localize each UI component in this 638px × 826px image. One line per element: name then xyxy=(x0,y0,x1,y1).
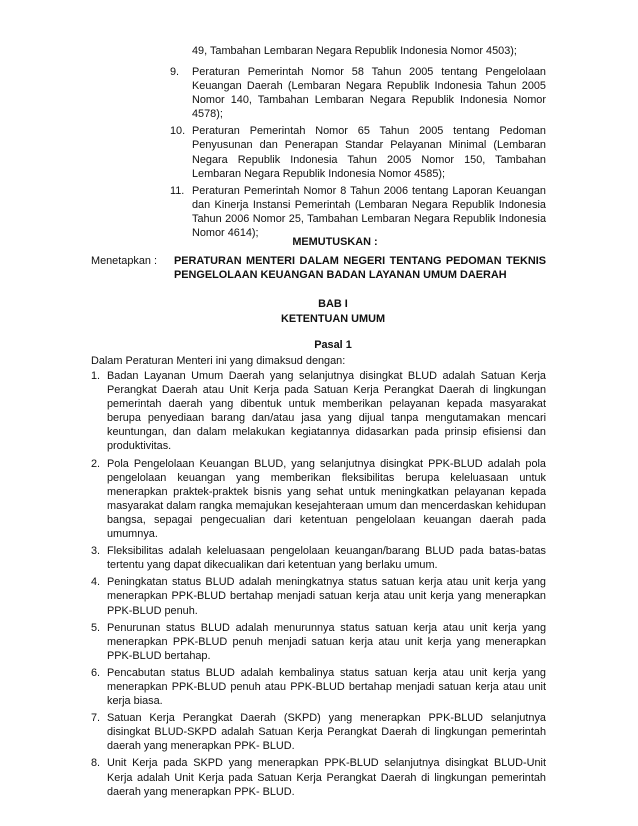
item-text: Peningkatan status BLUD adalah meningkatnya status satuan kerja atau unit kerja yang menerapkan PPK-BLUD bertahap menjadi satuan kerja atau unit kerja yang menerapkan PPK-BLUD penuh. xyxy=(107,576,546,617)
item-number: 5. xyxy=(91,621,101,634)
definition-item xyxy=(91,756,546,798)
item-text: Peraturan Pemerintah Nomor 58 Tahun 2005 tentang Pengelolaan Keuangan Daerah (Lembaran Negara Republik Indonesia Tahun 2005 Nomor 140, Tambahan Lembaran Negara Republik Indonesia Nomor 4578); xyxy=(192,66,546,121)
item-text: Unit Kerja pada SKPD yang menerapkan PPK-BLUD selanjutnya disingkat BLUD-Unit Kerja adalah Unit Kerja pada Satuan Kerja Perangkat Daerah di lingkungan pemerintah daerah yang menerapkan PPK- BLUD. xyxy=(107,757,546,798)
item-text: Badan Layanan Umum Daerah yang selanjutnya disingkat BLUD adalah Satuan Kerja Perangkat Daerah atau Unit Kerja pada Satuan Kerja Perangkat Daerah di lingkungan pemerintah daerah yang dibentuk untuk memberikan pelayanan kepada masyarakat berupa penyediaan barang dan/atau jasa yang dijual tanpa mengutamakan mencari keuntungan, dan dalam melakukan kegiatannya didasarkan pada prinsip efisiensi dan produktivitas. xyxy=(107,370,546,453)
considerans-item xyxy=(170,124,546,180)
definition-item xyxy=(91,369,546,454)
menetapkan-block xyxy=(91,254,546,282)
item-text: Penurunan status BLUD adalah menurunnya status satuan kerja atau unit kerja yang menerapkan PPK-BLUD penuh menjadi satuan kerja atau unit kerja yang menerapkan PPK-BLUD bertahap. xyxy=(107,621,546,662)
item-number: 11. xyxy=(170,184,185,197)
definition-item xyxy=(91,711,546,753)
definition-item xyxy=(91,457,546,542)
item-number: 9. xyxy=(170,66,180,78)
definition-item xyxy=(91,621,546,663)
considerans-continuation: 49, Tambahan Lembaran Negara Republik Indonesia Nomor 4503); xyxy=(192,45,517,57)
item-text: Pola Pengelolaan Keuangan BLUD, yang selanjutnya disingkat PPK-BLUD adalah pola pengelolaan keuangan yang memberikan fleksibilitas berupa keleluasaan untuk menerapkan praktek-praktek bisnis yang sehat untuk meningkatkan pelayanan kepada masyarakat dalam rangka memajukan kesejahteraan umum dan mencerdaskan kehidupan bangsa, sepagai pengecualian dari ketentuan pengelolaan keuangan daerah pada umumnya. xyxy=(107,457,546,541)
item-number: 4. xyxy=(91,576,101,589)
memutuskan-heading: MEMUTUSKAN : xyxy=(292,236,378,248)
chapter-title: KETENTUAN UMUM xyxy=(280,313,386,325)
item-text: Satuan Kerja Perangkat Daerah (SKPD) yang menerapkan PPK-BLUD selanjutnya disingkat BLUD-SKPD adalah Satuan Kerja Perangkat Daerah di lingkungan pemerintah daerah yang menerapkan PPK- BLUD. xyxy=(107,712,546,753)
menetapkan-label: Menetapkan : xyxy=(91,255,157,267)
menetapkan-text: PERATURAN MENTERI DALAM NEGERI TENTANG PEDOMAN TEKNIS PENGELOLAAN KEUANGAN BADAN LAYANAN UMUM DAERAH xyxy=(174,255,546,282)
considerans-item xyxy=(170,184,546,240)
item-text: Peraturan Pemerintah Nomor 65 Tahun 2005 tentang Pedoman Penyusunan dan Penerapan Standar Pelayanan Minimal (Lembaran Negara Republik Indonesia Tahun 2005 Nomor 150, Tambahan Lembaran Negara Republik Indonesia Nomor 4585); xyxy=(192,125,546,180)
item-number: 1. xyxy=(91,370,101,382)
item-number: 10. xyxy=(170,125,186,138)
item-number: 7. xyxy=(91,712,101,725)
article-intro: Dalam Peraturan Menteri ini yang dimaksud dengan: xyxy=(91,355,346,367)
definition-item xyxy=(91,544,546,572)
chapter-number: BAB I xyxy=(318,298,348,310)
article-title: Pasal 1 xyxy=(314,339,352,351)
definition-list xyxy=(91,369,546,802)
item-text: Peraturan Pemerintah Nomor 8 Tahun 2006 tentang Laporan Keuangan dan Kinerja Instansi Pemerintah (Lembaran Negara Republik Indonesia Tahun 2006 Nomor 25, Tambahan Lembaran Negara Republik Indonesia Nomor 4614); xyxy=(192,184,546,240)
considerans-item xyxy=(170,65,546,121)
considerans-list xyxy=(170,65,546,243)
item-number: 3. xyxy=(91,545,101,558)
item-text: Pencabutan status BLUD adalah kembalinya status satuan kerja atau unit kerja yang menerapkan PPK-BLUD penuh atau PPK-BLUD bertahap menjadi satuan kerja atau unit kerja biasa. xyxy=(107,666,546,708)
item-number: 2. xyxy=(91,457,101,470)
item-number: 6. xyxy=(91,666,101,679)
item-number: 8. xyxy=(91,757,101,770)
definition-item xyxy=(91,666,546,708)
item-text: Fleksibilitas adalah keleluasaan pengelolaan keuangan/barang BLUD pada batas-batas tertentu yang dapat dikecualikan dari ketentuan yang berlaku umum. xyxy=(107,545,546,572)
definition-item xyxy=(91,575,546,617)
